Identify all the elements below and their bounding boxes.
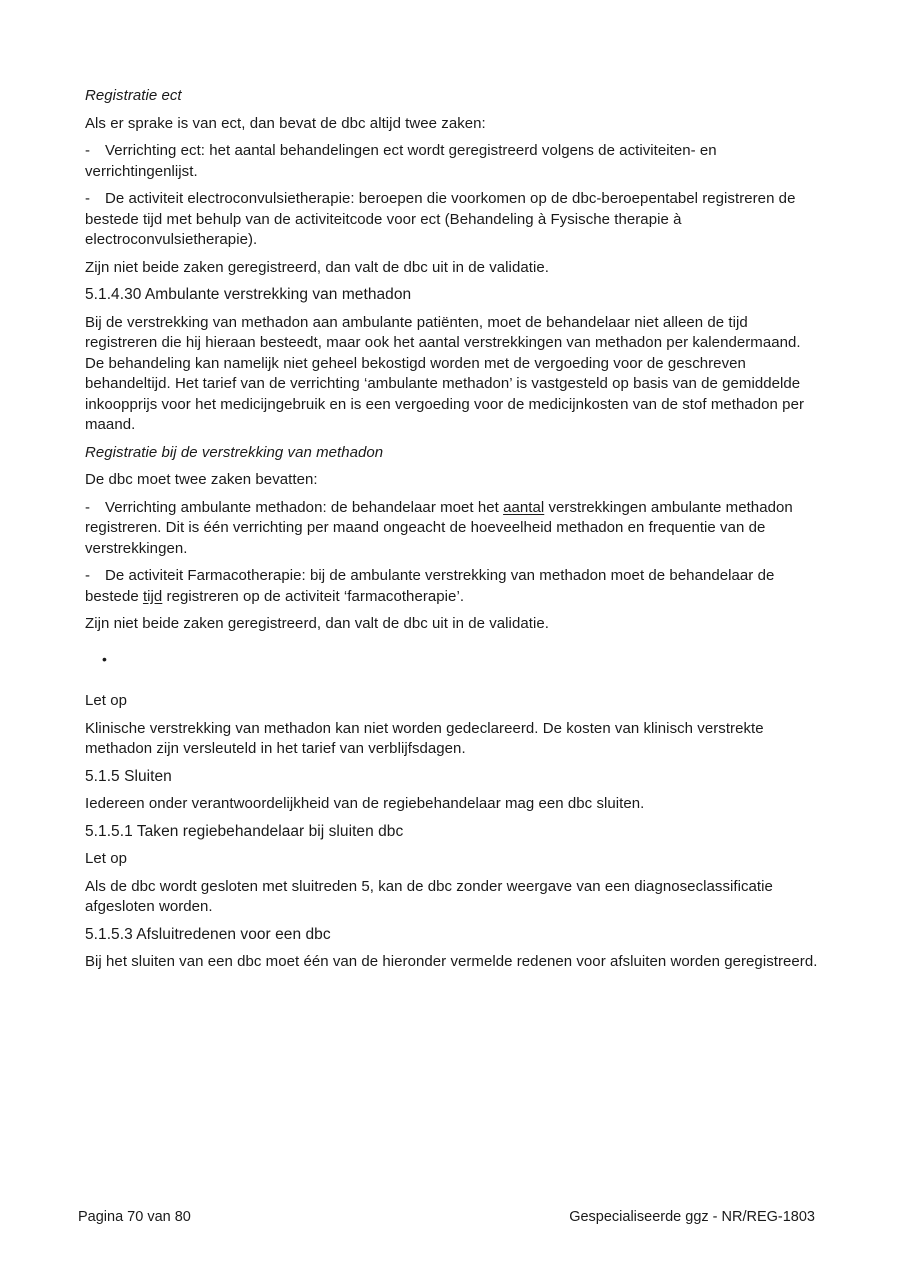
stray-bullet: •	[102, 650, 107, 667]
document-reference: Gespecialiseerde ggz - NR/REG-1803	[569, 1209, 815, 1225]
section-heading-registratie-methadon: Registratie bij de verstrekking van methadon	[85, 443, 384, 461]
paragraph-ambulante-methadon-body: Bij de verstrekking van methadon aan ambulante patiënten, moet de behandelaar niet alleen de tijd registreren die hij hieraan besteedt, maar ook het aantal verstrekkingen van methadon per kalendermaand. De behandeling kan namelijk niet geheel bekostigd worden met de vergoeding voor de geschreven behandeltijd. Het tarief van de verrichting ‘ambulante methadon’ is vastgesteld op basis van de gemiddelde inkoopprijs voor het medicijngebruik en is een vergoeding voor de medicijnkosten van de stof methadon per maand.	[85, 313, 805, 433]
section-heading-taken-regiebehandelaar: 5.1.5.1 Taken regiebehandelaar bij sluiten dbc	[85, 822, 404, 840]
section-heading-ambulante-methadon: 5.1.4.30 Ambulante verstrekking van methadon	[85, 286, 412, 303]
list-item-text-pre: De activiteit Farmacotherapie: bij de ambulante verstrekking van methadon moet de behandelaar de bestede	[85, 567, 775, 605]
underlined-term-aantal: aantal	[503, 498, 545, 516]
document-content	[85, 86, 820, 980]
paragraph-taken-regiebehandelaar-body: Als de dbc wordt gesloten met sluitreden 5, kan de dbc zonder weergave van een diagnoseclassificatie afgesloten worden.	[85, 877, 773, 915]
paragraph-registratie-ect-outro: Zijn niet beide zaken geregistreerd, dan valt de dbc uit in de validatie.	[85, 258, 549, 276]
note-label-let-op: Let op	[85, 850, 128, 867]
page-number: Pagina 70 van 80	[78, 1209, 191, 1225]
paragraph-let-op-methadon-body: Klinische verstrekking van methadon kan niet worden gedeclareerd. De kosten van klinisch verstrekte methadon zijn versleuteld in het tarief van verblijfsdagen.	[85, 719, 764, 757]
list-item-text: De activiteit electroconvulsietherapie: beroepen die voorkomen op de dbc-beroepentabel registreren de bestede tijd met behulp van de activiteitcode voor ect (Behandeling à Fysische therapie à electroconvulsietherapie).	[85, 190, 796, 248]
paragraph-sluiten-body: Iedereen onder verantwoordelijkheid van de regiebehandelaar mag een dbc sluiten.	[85, 795, 645, 812]
paragraph-registratie-ect-intro: Als er sprake is van ect, dan bevat de dbc altijd twee zaken:	[85, 114, 486, 132]
paragraph-registratie-methadon-intro: De dbc moet twee zaken bevatten:	[85, 471, 318, 488]
list-item-text-post: verstrekkingen ambulante methadon registreren. Dit is één verrichting per maand ongeacht de hoeveelheid methadon en frequentie van de verstrekkingen.	[85, 498, 793, 557]
list-dash: -	[85, 190, 91, 207]
list-item-verrichting-ect	[85, 141, 820, 182]
list-dash: -	[85, 142, 91, 159]
list-dash: -	[85, 567, 91, 584]
section-heading-afsluitredenen: 5.1.5.3 Afsluitredenen voor een dbc	[85, 925, 331, 943]
list-item-text: Verrichting ect: het aantal behandelingen ect wordt geregistreerd volgens de activiteiten- en verrichtingenlijst.	[85, 142, 717, 180]
section-heading-sluiten: 5.1.5 Sluiten	[85, 767, 172, 785]
underlined-term-tijd: tijd	[142, 587, 163, 605]
list-dash: -	[85, 498, 91, 516]
page-footer	[78, 1208, 815, 1226]
list-item-text-pre: Verrichting ambulante methadon: de behandelaar moet het	[105, 498, 504, 516]
paragraph-registratie-methadon-outro: Zijn niet beide zaken geregistreerd, dan valt de dbc uit in de validatie.	[85, 615, 549, 632]
list-item-activiteit-farmacotherapie	[85, 566, 820, 607]
section-heading-registratie-ect: Registratie ect	[85, 87, 182, 104]
note-label-let-op: Let op	[85, 692, 128, 709]
paragraph-afsluitredenen-body: Bij het sluiten van een dbc moet één van de hieronder vermelde redenen voor afsluiten worden geregistreerd.	[85, 953, 818, 970]
list-item-activiteit-ect	[85, 189, 820, 251]
list-item-text-post: registreren op de activiteit ‘farmacotherapie’.	[162, 587, 465, 605]
list-item-verrichting-ambulante-methadon	[85, 498, 820, 560]
